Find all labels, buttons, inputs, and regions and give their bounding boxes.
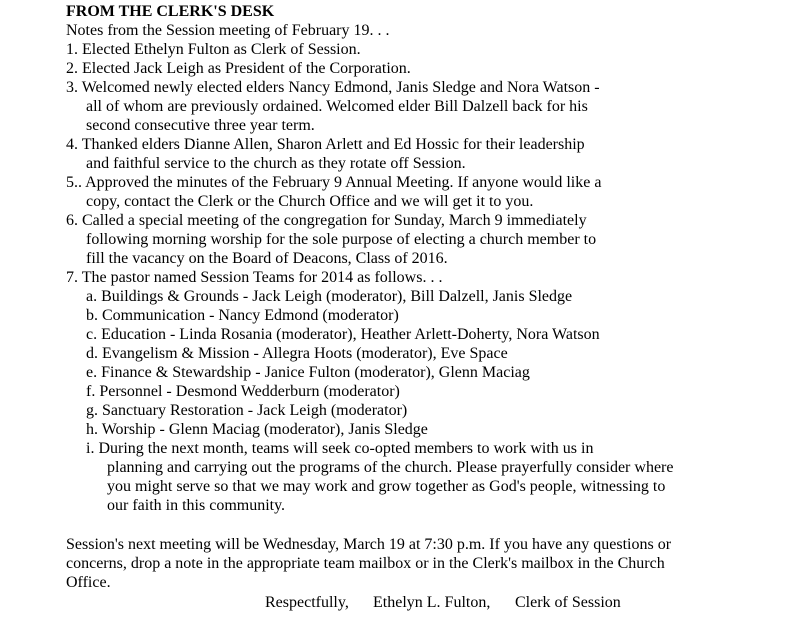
signature-role: Clerk of Session [515, 594, 621, 611]
item-2: 2. Elected Jack Leigh as President of the Corporation. [66, 60, 411, 77]
subitem-c: c. Education - Linda Rosania (moderator), Heather Arlett-Doherty, Nora Watson [86, 326, 600, 343]
closing-line-2: concerns, drop a note in the appropriate team mailbox or in the Clerk's mailbox in the Church [66, 555, 665, 572]
subitem-d: d. Evangelism & Mission - Allegra Hoots (moderator), Eve Space [86, 345, 508, 362]
document-title: FROM THE CLERK'S DESK [66, 3, 275, 20]
subitem-b: b. Communication - Nancy Edmond (moderator) [86, 307, 399, 324]
item-6-line-3: fill the vacancy on the Board of Deacons, Class of 2016. [86, 250, 448, 267]
item-6-line-1: 6. Called a special meeting of the congregation for Sunday, March 9 immediately [66, 212, 587, 229]
subitem-f: f. Personnel - Desmond Wedderburn (moderator) [86, 383, 400, 400]
closing-line-3: Office. [66, 574, 111, 591]
signature-name: Ethelyn L. Fulton, [373, 594, 491, 611]
item-3-line-3: second consecutive three year term. [86, 117, 315, 134]
item-7: 7. The pastor named Session Teams for 2014 as follows. . . [66, 269, 443, 286]
item-5-line-2: copy, contact the Clerk or the Church Office and we will get it to you. [86, 193, 534, 210]
subitem-h: h. Worship - Glenn Maciag (moderator), Janis Sledge [86, 421, 428, 438]
item-3-line-2: all of whom are previously ordained. Welcomed elder Bill Dalzell back for his [86, 98, 588, 115]
subitem-i-line-1: i. During the next month, teams will seek co-opted members to work with us in [86, 440, 594, 457]
item-6-line-2: following morning worship for the sole purpose of electing a church member to [86, 231, 597, 248]
subitem-a: a. Buildings & Grounds - Jack Leigh (moderator), Bill Dalzell, Janis Sledge [86, 288, 573, 305]
subitem-i-line-4: our faith in this community. [107, 497, 286, 514]
subitem-e: e. Finance & Stewardship - Janice Fulton (moderator), Glenn Maciag [86, 364, 530, 381]
item-5-line-1: 5.. Approved the minutes of the February 9 Annual Meeting. If anyone would like a [66, 174, 602, 191]
item-4-line-1: 4. Thanked elders Dianne Allen, Sharon Arlett and Ed Hossic for their leadership [66, 136, 585, 153]
item-3-line-1: 3. Welcomed newly elected elders Nancy Edmond, Janis Sledge and Nora Watson - [66, 79, 600, 96]
closing-line-1: Session's next meeting will be Wednesday, March 19 at 7:30 p.m. If you have any questions or [66, 536, 672, 553]
subitem-i-line-3: you might serve so that we may work and grow together as God's people, witnessing to [107, 478, 666, 495]
intro-line: Notes from the Session meeting of February 19. . . [66, 22, 390, 39]
item-4-line-2: and faithful service to the church as they rotate off Session. [86, 155, 466, 172]
subitem-g: g. Sanctuary Restoration - Jack Leigh (moderator) [86, 402, 408, 419]
subitem-i-line-2: planning and carrying out the programs of the church. Please prayerfully consider where [107, 459, 674, 476]
item-1: 1. Elected Ethelyn Fulton as Clerk of Session. [66, 41, 361, 58]
signature-salutation: Respectfully, [265, 594, 349, 611]
